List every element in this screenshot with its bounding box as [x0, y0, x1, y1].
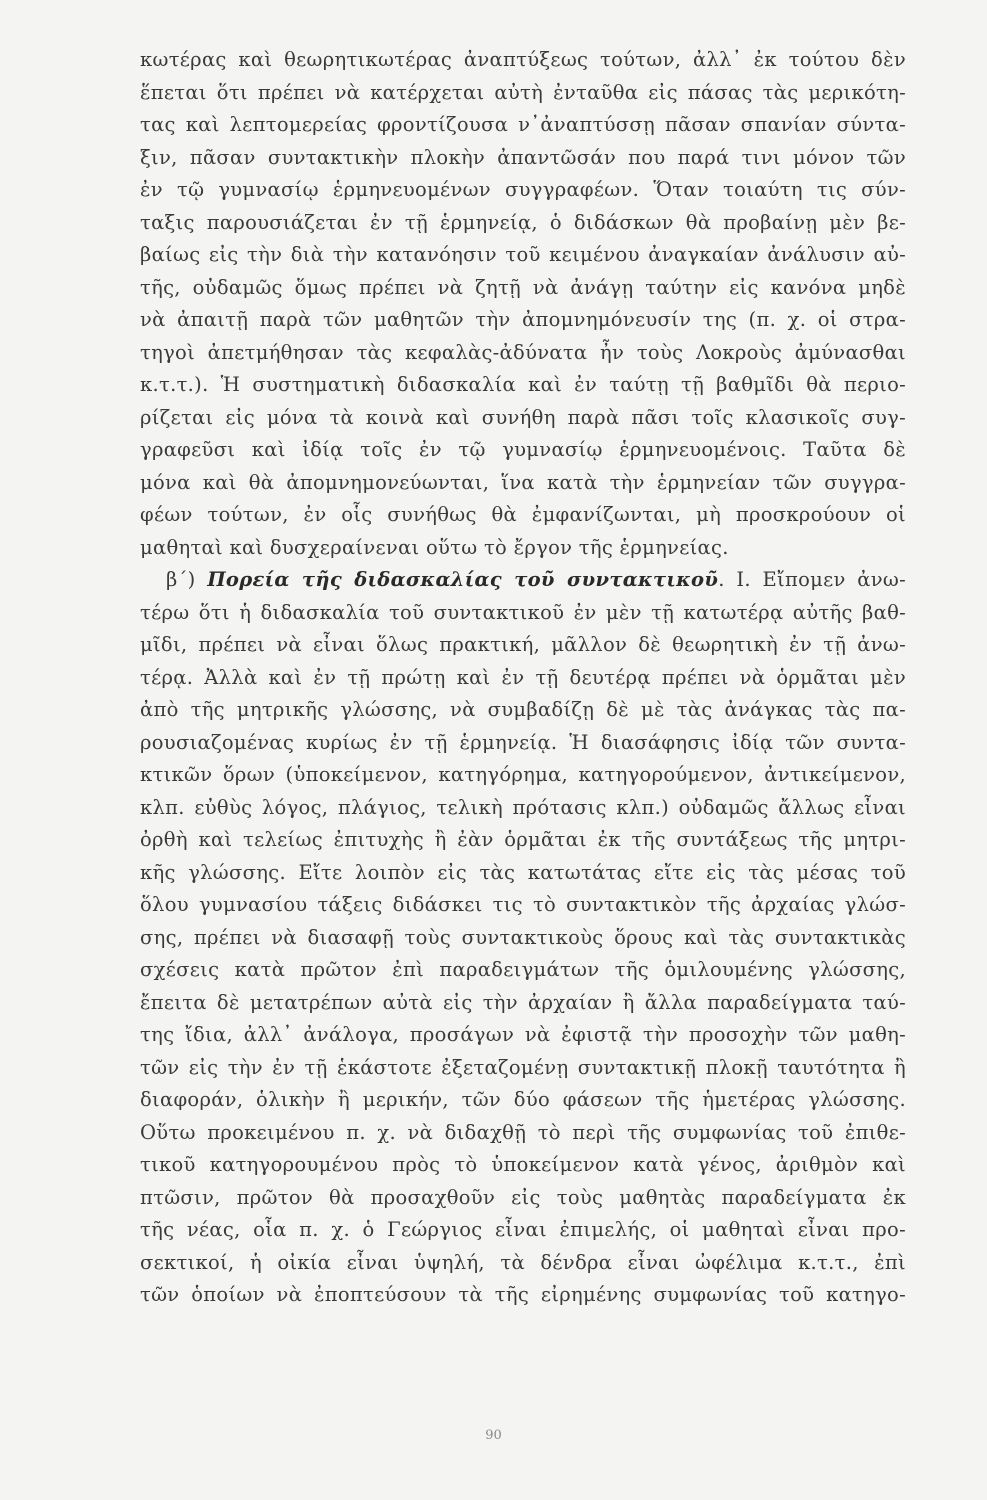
text-line: μῖδι, πρέπει νὰ εἶναι ὅλως πρακτική, μᾶλλον δὲ θεωρητικὴ ἐν τῇ ἀνω- [140, 633, 906, 656]
text-line: κλπ. εὐθὺς λόγος, πλάγιος, τελικὴ πρότασις κλπ.) οὐδαμῶς ἄλλως εἶναι [140, 795, 906, 819]
text-line: διαφοράν, ὁλικὴν ἢ μερικήν, τῶν δύο φάσεων τῆς ἡμετέρας γλώσσης. [140, 1088, 906, 1111]
text-line: κ.τ.τ.). Ἡ συστηματικὴ διδασκαλία καὶ ἐν ταύτῃ τῇ βαθμῖδι θὰ περιο- [140, 373, 906, 396]
text-line: σης, πρέπει νὰ διασαφῇ τοὺς συντακτικοὺς ὅρους καὶ τὰς συντακτικὰς [140, 925, 906, 949]
section-heading-prefix: β΄) [166, 568, 208, 591]
text-line: πτῶσιν, πρῶτον θὰ προσαχθοῦν εἰς τοὺς μαθητὰς παραδείγματα ἐκ [140, 1185, 906, 1209]
text-line: κωτέρας καὶ θεωρητικωτέρας ἀναπτύξεως τούτων, ἀλλ᾿ ἐκ τούτου δὲν [140, 48, 906, 71]
text-line: της ἴδια, ἀλλ᾿ ἀνάλογα, προσάγων νὰ ἐφιστᾷ τὴν προσοχὴν τῶν μαθη- [140, 1023, 906, 1046]
text-line: βαίως εἰς τὴν διὰ τὴν κατανόησιν τοῦ κειμένου ἀναγκαίαν ἀνάλυσιν αὐ- [140, 243, 906, 266]
text-line: ὅλου γυμνασίου τάξεις διδάσκει τις τὸ συντακτικὸν τῆς ἀρχαίας γλώσ- [140, 893, 906, 916]
text-line: μόνα καὶ θὰ ἀπομνημονεύωνται, ἵνα κατὰ τὴν ἑρμηνείαν τῶν συγγρα- [140, 470, 906, 494]
text-line: ξιν, πᾶσαν συντακτικὴν πλοκὴν ἀπαντῶσάν που παρά τινι μόνον τῶν [140, 145, 906, 169]
text-line: ρουσιαζομένας κυρίως ἐν τῇ ἑρμηνείᾳ. Ἡ διασάφησις ἰδίᾳ τῶν συντα- [140, 730, 906, 754]
text-line: ταξις παρουσιάζεται ἐν τῇ ἑρμηνείᾳ, ὁ διδάσκων θὰ προβαίνῃ μὲν βε- [140, 210, 906, 234]
text-line: σχέσεις κατὰ πρῶτον ἐπὶ παραδειγμάτων τῆς ὁμιλουμένης γλώσσης, [140, 958, 906, 981]
text-line: τῶν εἰς τὴν ἐν τῇ ἑκάστοτε ἐξεταζομένῃ συντακτικῇ πλοκῇ ταυτότητα ἢ [140, 1055, 906, 1079]
text-line: ἐν τῷ γυμνασίῳ ἑρμηνευομένων συγγραφέων. Ὅταν τοιαύτη τις σύν- [140, 178, 906, 201]
text-line: ρίζεται εἰς μόνα τὰ κοινὰ καὶ συνήθη παρὰ πᾶσι τοῖς κλασικοῖς συγ- [140, 405, 906, 429]
text-line: νὰ ἀπαιτῇ παρὰ τῶν μαθητῶν τὴν ἀπομνημόνευσίν της (π. χ. οἱ στρα- [140, 308, 906, 331]
text-line: κῆς γλώσσης. Εἴτε λοιπὸν εἰς τὰς κατωτάτας εἴτε εἰς τὰς μέσας τοῦ [140, 860, 906, 884]
body-text [140, 44, 906, 1312]
text-line: τας καὶ λεπτομερείας φροντίζουσα ν᾿ἀναπτύσσῃ πᾶσαν σπανίαν σύντα- [140, 113, 906, 136]
text-line: ὀρθὴ καὶ τελείως ἐπιτυχὴς ἢ ἐὰν ὁρμᾶται ἐκ τῆς συντάξεως τῆς μητρι- [140, 828, 906, 851]
section-heading-line [140, 564, 906, 597]
text-line: κτικῶν ὅρων (ὑποκείμενον, κατηγόρημα, κατηγορούμενον, ἀντικείμενον, [140, 763, 906, 786]
text-line: σεκτικοί, ἡ οἰκία εἶναι ὑψηλή, τὰ δένδρα εἶναι ὠφέλιμα κ.τ.τ., ἐπὶ [140, 1250, 906, 1274]
section-heading-title: Πορεία τῆς διδασκαλίας τοῦ συντακτικοῦ [207, 568, 719, 591]
text-line: τέρω ὅτι ἡ διδασκαλία τοῦ συντακτικοῦ ἐν μὲν τῇ κατωτέρᾳ αὐτῆς βαθ- [140, 600, 906, 624]
section-heading-continuation: . Ι. Εἴπομεν ἀνω- [718, 568, 907, 591]
text-line: τῆς, οὐδαμῶς ὅμως πρέπει νὰ ζητῇ νὰ ἀνάγῃ ταύτην εἰς κανόνα μηδὲ [140, 275, 906, 299]
text-line: τέρᾳ. Ἀλλὰ καὶ ἐν τῇ πρώτῃ καὶ ἐν τῇ δευτέρᾳ πρέπει νὰ ὁρμᾶται μὲν [140, 665, 906, 689]
text-line: γραφεῦσι καὶ ἰδίᾳ τοῖς ἐν τῷ γυμνασίῳ ἑρμηνευομένοις. Ταῦτα δὲ [140, 438, 906, 461]
text-line: Οὕτω προκειμένου π. χ. νὰ διδαχθῇ τὸ περὶ τῆς συμφωνίας τοῦ ἐπιθε- [140, 1120, 906, 1144]
text-line: φέων τούτων, ἐν οἷς συνήθως θὰ ἐμφανίζωνται, μὴ προσκρούουν οἱ [140, 503, 906, 526]
text-line: ἕπεται ὅτι πρέπει νὰ κατέρχεται αὐτὴ ἐνταῦθα εἰς πάσας τὰς μερικότη- [140, 80, 906, 104]
text-line: ἀπὸ τῆς μητρικῆς γλώσσης, νὰ συμβαδίζῃ δὲ μὲ τὰς ἀνάγκας τὰς πα- [140, 698, 906, 721]
text-line: τῆς νέας, οἷα π. χ. ὁ Γεώργιος εἶναι ἐπιμελής, οἱ μαθηταὶ εἶναι προ- [140, 1218, 906, 1241]
text-line: τῶν ὁποίων νὰ ἐποπτεύσουν τὰ τῆς εἰρημένης συμφωνίας τοῦ κατηγο- [140, 1283, 906, 1306]
text-line: ἔπειτα δὲ μετατρέπων αὐτὰ εἰς τὴν ἀρχαίαν ἢ ἄλλα παραδείγματα ταύ- [140, 990, 906, 1014]
page-number: 90 [485, 1428, 502, 1443]
text-line: τικοῦ κατηγορουμένου πρὸς τὸ ὑποκείμενον κατὰ γένος, ἀριθμὸν καὶ [140, 1153, 906, 1176]
text-line: μαθηταὶ καὶ δυσχεραίνεναι οὕτω τὸ ἔργον τῆς ἑρμηνείας. [140, 535, 729, 559]
text-line: τηγοὶ ἀπετμήθησαν τὰς κεφαλὰς-ἀδύνατα ἦν τοὺς Λοκροὺς ἀμύνασθαι [140, 340, 906, 364]
